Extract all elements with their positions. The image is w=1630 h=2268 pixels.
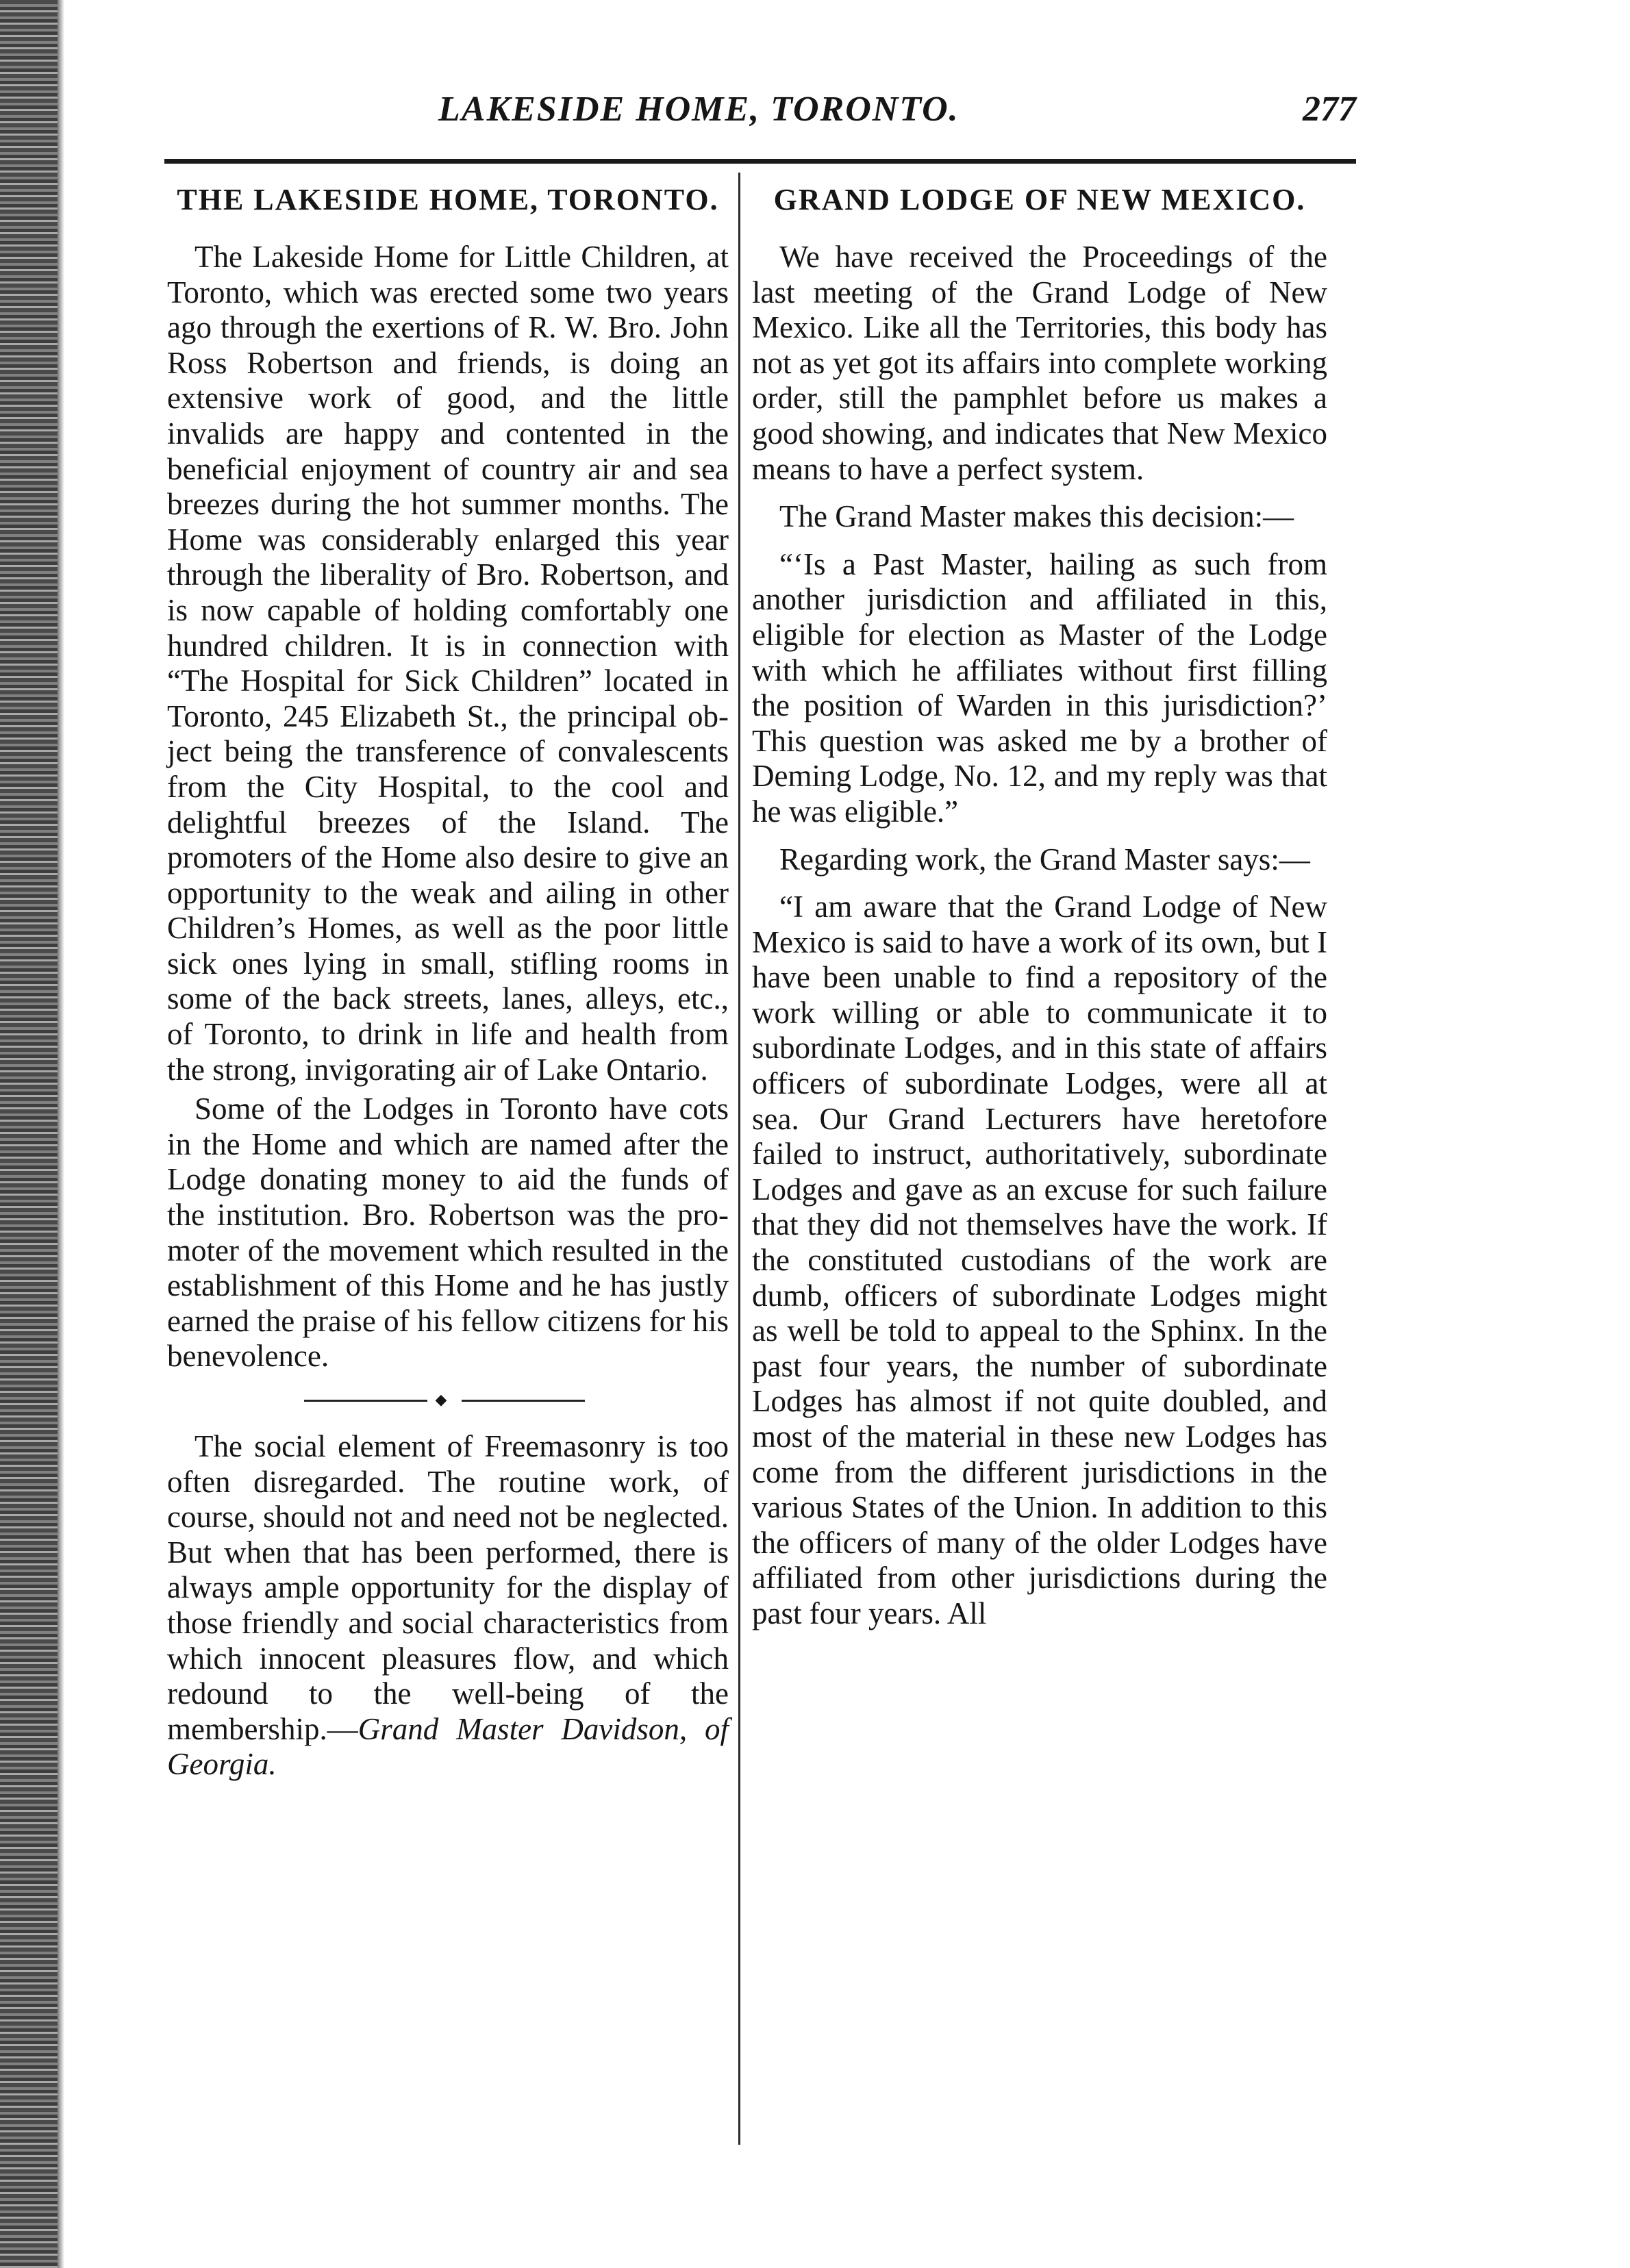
paragraph: Some of the Lodges in Toronto have cots in the Home and which are named after the Lodge donating money to aid the funds of the institution. Bro. Robertson was the promoter of the movement which resulted in the establishment of this Home and he has justly earned the praise of his fellow citizens for his benevolence. bbox=[167, 1092, 729, 1374]
paragraph: The Lakeside Home for Little Children, at Toronto, which was erected some two years ago through the exertions of R. W. Bro. John Ross Robertson and friends, is doing an extensive work of good, and the little invalids are happy and contented in the beneficial enjoyment of country air and sea breezes during the hot summer months. The Home was considerably enlarged this year through the liberality of Bro. Robertson, and is now capable of holding comfortably one hundred children. It is in connection with “The Hospital for Sick Children” located in Toronto, 245 Elizabeth St., the principal object being the transference of convalescents from the City Hospital, to the cool and delightful breezes of the Island. The promoters of the Home also desire to give an opportunity to the weak and ailing in other Children’s Homes, as well as the poor little sick ones lying in small, stifling rooms in some of the back streets, lanes, alleys, etc., of Toronto, to drink in life and health from the strong, invigorating air of Lake Ontario. bbox=[167, 240, 729, 1087]
paragraph: We have received the Proceedings of the last meeting of the Grand Lodge of New Mexico. Like all the Territories, this body has not as yet got its affairs into complete working order, still the pamphlet before us makes a good showing, and indicates that New Mexico means to have a perfect system. bbox=[752, 240, 1327, 486]
section-ornament bbox=[167, 1391, 729, 1409]
running-head: LAKESIDE HOME, TORONTO. bbox=[438, 90, 960, 129]
quoted-address: “I am aware that the Grand Lodge of New Mexico is said to have a work of its own, but I have been unable to find a repository of the work willing or able to communicate it to subordinate Lodges, and in this state of affairs officers of subordinate Lodges, were all at sea. Our Grand Lecturers have heretofore failed to instruct, authoritatively, subordinate Lodges and gave as an excuse for such failure that they did not themselves have the work. If the constituted custodians of the work are dumb, officers of subordinate Lodges might as well be told to appeal to the Sphinx. In the past four years, the number of subordinate Lodges has almost if not quite doubled, and most of the material in these new Lodges has come from the different jurisdictions in the various States of the Union. In addition to this the officers of many of the older Lodges have affiliated from other jurisdictions during the past four years. All bbox=[752, 890, 1327, 1630]
book-binding-edge bbox=[0, 0, 58, 2268]
binding-shadow bbox=[58, 0, 64, 2268]
article-title-grand-lodge-new-mexico: GRAND LODGE OF NEW MEXICO. bbox=[773, 183, 1306, 216]
right-column bbox=[752, 179, 1327, 1644]
attribution: Grand Master Davidson, of Georgia. bbox=[167, 1711, 729, 1782]
paragraph-text: The social element of Freemasonry is too often disregarded. The routine work, of course, should not and need not be neglected. But when that has been performed, there is always ample opportunity for the display of those friendly and social characteristics from which innocent pleasures flow, and which redound to the well-being of the membership.— bbox=[167, 1429, 729, 1746]
column-divider bbox=[738, 173, 740, 2145]
ornament-rule-right bbox=[462, 1400, 585, 1402]
paragraph: Regarding work, the Grand Master says:— bbox=[779, 842, 1310, 877]
page-number: 277 bbox=[1303, 90, 1356, 129]
paragraph: The Grand Master makes this decision:— bbox=[779, 499, 1294, 534]
quoted-decision: “‘Is a Past Master, hailing as such from another jurisdiction and affiliated in this, eligible for election as Master of the Lodge with which he affiliates without first filling the position of Warden in this jurisdiction?’ This question was asked me by a brother of Deming Lodge, No. 12, and my reply was that he was eligible.” bbox=[752, 546, 1327, 829]
ornament-rule-left bbox=[304, 1400, 427, 1402]
page-header bbox=[438, 89, 1356, 151]
left-column bbox=[167, 179, 729, 1795]
ornament-diamond-icon: ◆ bbox=[435, 1391, 447, 1409]
article-title-lakeside-home: THE LAKESIDE HOME, TORONTO. bbox=[177, 183, 719, 216]
header-rule bbox=[164, 159, 1356, 164]
paragraph-social-element bbox=[167, 1429, 729, 1782]
